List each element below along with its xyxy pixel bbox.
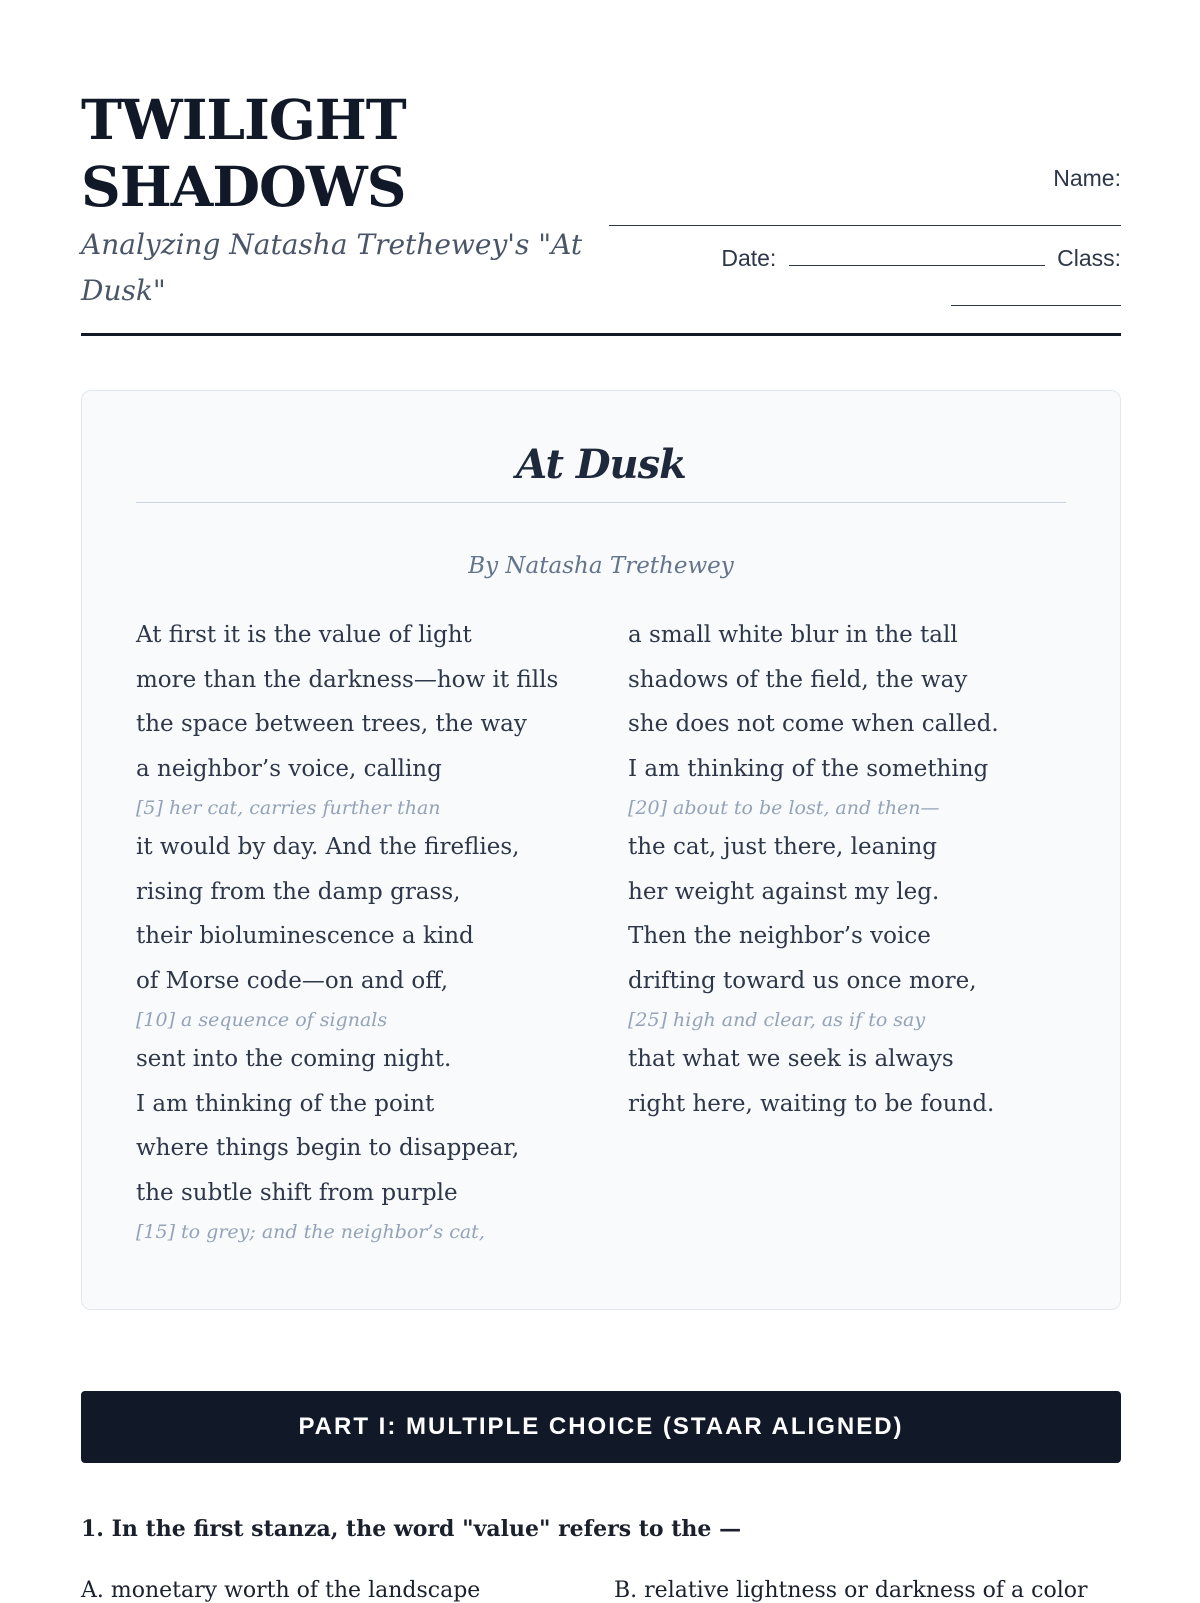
poem-line: At first it is the value of light — [136, 622, 472, 648]
worksheet-header — [81, 0, 1121, 336]
poem-line: it would by day. And the fireflies, — [136, 834, 520, 860]
poem-line: the cat, just there, leaning — [628, 834, 938, 860]
poem-line: a neighbor’s voice, calling — [136, 755, 442, 782]
name-label: Name: — [1053, 165, 1121, 191]
poem-line: I am thinking of the point — [136, 1090, 435, 1117]
poem-line: sent into the coming night. — [136, 1046, 452, 1072]
poem-line: right here, waiting to be found. — [628, 1090, 995, 1117]
poem-line-numbered: [15] to grey; and the neighbor’s cat, — [136, 1221, 485, 1243]
poem-line: the subtle shift from purple — [136, 1179, 458, 1206]
poem-line-numbered: [25] high and clear, as if to say — [628, 1009, 926, 1031]
class-blank[interactable] — [951, 285, 1121, 306]
poem-line: a small white blur in the tall — [628, 622, 958, 648]
question-1-choice-a[interactable]: A. monetary worth of the landscape — [81, 1578, 481, 1603]
poem-card — [81, 390, 1121, 1310]
date-label: Date: — [721, 245, 777, 271]
poem-line: drifting toward us once more, — [628, 967, 977, 994]
question-1-prompt: 1. In the first stanza, the word "value" refers to the — — [81, 1516, 742, 1542]
poem-line: Then the neighbor’s voice — [628, 923, 931, 949]
poem-line: shadows of the field, the way — [628, 666, 968, 693]
worksheet-page — [81, 0, 1121, 1603]
section-banner: PART I: MULTIPLE CHOICE (STAAR ALIGNED) — [81, 1391, 1121, 1463]
worksheet-title: TWILIGHT SHADOWS — [81, 87, 406, 219]
poem-line: more than the darkness—how it fills — [136, 666, 559, 693]
poem-author: By Natasha Trethewey — [468, 553, 734, 579]
poem-column-left — [136, 613, 576, 1249]
poem-line: their bioluminescence a kind — [136, 923, 474, 949]
poem-line: her weight against my leg. — [628, 878, 940, 905]
poem-line: where things begin to disappear, — [136, 1135, 520, 1161]
poem-line: she does not come when called. — [628, 711, 999, 737]
poem-line: rising from the damp grass, — [136, 878, 461, 905]
class-label: Class: — [1057, 245, 1121, 271]
question-1-choice-b[interactable]: B. relative lightness or darkness of a color — [614, 1578, 1088, 1603]
name-row — [601, 158, 1121, 198]
poem-title: At Dusk — [136, 441, 1066, 503]
poem-line: I am thinking of the something — [628, 755, 989, 782]
class-line-row — [601, 278, 1121, 318]
student-info — [601, 158, 1121, 318]
poem-line-numbered: [20] about to be lost, and then— — [628, 797, 940, 819]
date-class-row — [601, 238, 1121, 278]
poem-line-numbered: [10] a sequence of signals — [136, 1009, 388, 1031]
name-blank[interactable] — [609, 205, 1121, 226]
title-block — [81, 86, 601, 314]
poem-column-right — [628, 613, 1068, 1126]
poem-line: that what we seek is always — [628, 1046, 954, 1072]
poem-line-numbered: [5] her cat, carries further than — [136, 797, 441, 819]
date-blank[interactable] — [789, 245, 1045, 266]
poem-line: the space between trees, the way — [136, 711, 527, 737]
name-line-row — [601, 198, 1121, 238]
worksheet-subtitle: Analyzing Natasha Trethewey's "At Dusk" — [81, 228, 583, 307]
poem-line: of Morse code—on and off, — [136, 967, 449, 994]
